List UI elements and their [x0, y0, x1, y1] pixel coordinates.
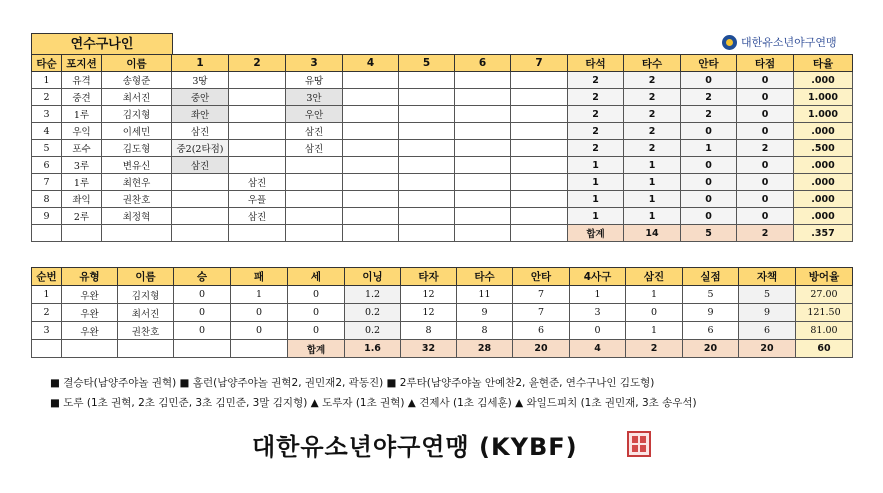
pitching-totals-cell: 28	[457, 340, 513, 358]
pitching-totals-cell: 20	[739, 340, 796, 358]
pitching-cell: 0	[231, 322, 288, 340]
batting-header-cell: 타율	[794, 55, 853, 72]
batting-cell: 2	[568, 89, 624, 106]
batting-cell	[229, 106, 286, 123]
batting-cell	[455, 225, 511, 242]
batting-cell	[286, 157, 343, 174]
batting-cell	[286, 174, 343, 191]
batting-cell: 삼진	[229, 174, 286, 191]
batting-cell: 김지형	[102, 106, 172, 123]
batting-cell: 중안	[172, 89, 229, 106]
batting-cell	[511, 140, 568, 157]
batting-cell	[511, 191, 568, 208]
batting-cell	[511, 123, 568, 140]
batting-cell: 포수	[62, 140, 102, 157]
batting-cell: 송형준	[102, 72, 172, 89]
batting-cell: 최서진	[102, 89, 172, 106]
pitching-totals-cell: 2	[626, 340, 683, 358]
batting-cell: 3땅	[172, 72, 229, 89]
pitching-cell	[32, 340, 62, 358]
batting-totals-label: 합계	[568, 225, 624, 242]
pitching-cell: 0	[174, 322, 231, 340]
batting-cell: 0	[737, 157, 794, 174]
pitching-header-cell: 이닝	[345, 268, 401, 286]
pitching-header-cell: 자책	[739, 268, 796, 286]
batting-cell: .500	[794, 140, 853, 157]
batting-cell: 1.000	[794, 89, 853, 106]
batting-cell: 9	[32, 208, 62, 225]
batting-cell: 0	[681, 123, 737, 140]
pitching-cell: 1	[570, 286, 626, 304]
pitching-cell: 9	[739, 304, 796, 322]
pitching-cell	[62, 340, 118, 358]
pitching-header-row	[32, 268, 853, 286]
batting-cell: 이세민	[102, 123, 172, 140]
batting-cell: 0	[737, 89, 794, 106]
batting-cell: 1	[624, 208, 681, 225]
batting-cell: 2	[681, 106, 737, 123]
batting-cell	[229, 157, 286, 174]
batting-cell	[455, 191, 511, 208]
batting-cell: .000	[794, 174, 853, 191]
batting-cell	[62, 225, 102, 242]
batting-cell: 2	[681, 89, 737, 106]
batting-row	[32, 208, 853, 225]
batting-cell: 4	[32, 123, 62, 140]
batting-cell	[343, 225, 399, 242]
batting-cell	[455, 89, 511, 106]
batting-header-cell: 3	[286, 55, 343, 72]
batting-cell: 1	[681, 140, 737, 157]
batting-row	[32, 140, 853, 157]
batting-cell: 2	[568, 72, 624, 89]
batting-cell: 0	[737, 72, 794, 89]
batting-cell: 삼진	[286, 140, 343, 157]
batting-cell: 2	[568, 140, 624, 157]
batting-cell	[399, 140, 455, 157]
pitching-header-cell: 타자	[401, 268, 457, 286]
batting-header-cell: 이름	[102, 55, 172, 72]
batting-cell	[229, 72, 286, 89]
batting-cell: 1루	[62, 174, 102, 191]
pitching-cell: 김지형	[118, 286, 174, 304]
pitching-cell: 0	[288, 304, 345, 322]
batting-header-cell: 타순	[32, 55, 62, 72]
pitching-cell: 0	[174, 286, 231, 304]
batting-cell: 우안	[286, 106, 343, 123]
pitching-cell: 121.50	[796, 304, 853, 322]
pitching-totals-cell: 20	[683, 340, 739, 358]
pitching-cell: 1	[32, 286, 62, 304]
batting-cell: 0	[737, 123, 794, 140]
pitching-totals-row	[32, 340, 853, 358]
org-name: 대한유소년야구연맹	[741, 36, 837, 49]
batting-cell: 0	[681, 208, 737, 225]
batting-cell: 삼진	[172, 123, 229, 140]
batting-cell	[286, 208, 343, 225]
batting-row	[32, 123, 853, 140]
pitching-cell: 0.2	[345, 304, 401, 322]
batting-header-cell: 2	[229, 55, 286, 72]
notes-line-1: ■ 결승타(남양주야놀 권혁) ■ 홈런(남양주야놀 권혁2, 권민재2, 곽동진) ■ 2루타(남양주야놀 안예찬2, 윤현준, 연수구나인 김도형)	[50, 377, 655, 389]
batting-cell: 1	[624, 174, 681, 191]
pitching-cell: 6	[739, 322, 796, 340]
batting-cell: .000	[794, 72, 853, 89]
batting-header-cell: 타수	[624, 55, 681, 72]
team-name: 연수구나인	[31, 33, 173, 54]
batting-cell	[399, 174, 455, 191]
batting-cell	[343, 174, 399, 191]
pitching-cell: 6	[683, 322, 739, 340]
batting-totals-cell: 5	[681, 225, 737, 242]
batting-cell: 1	[568, 208, 624, 225]
batting-cell: .000	[794, 208, 853, 225]
batting-cell: 8	[32, 191, 62, 208]
batting-cell	[455, 157, 511, 174]
footer-title: 대한유소년야구연맹 (KYBF)	[252, 433, 578, 461]
batting-cell	[172, 225, 229, 242]
batting-cell: 2	[624, 72, 681, 89]
pitching-cell: 최서진	[118, 304, 174, 322]
batting-cell: .000	[794, 123, 853, 140]
pitching-totals-cell: 60	[796, 340, 853, 358]
batting-cell	[343, 140, 399, 157]
batting-cell	[229, 89, 286, 106]
batting-header-cell: 1	[172, 55, 229, 72]
batting-cell	[511, 225, 568, 242]
pitching-cell: 12	[401, 286, 457, 304]
batting-cell: 좌안	[172, 106, 229, 123]
pitching-cell: 0.2	[345, 322, 401, 340]
batting-cell	[229, 225, 286, 242]
batting-cell: 1	[568, 174, 624, 191]
batting-cell: 2	[32, 89, 62, 106]
pitching-header-cell: 이름	[118, 268, 174, 286]
batting-cell	[511, 72, 568, 89]
batting-cell: 좌익	[62, 191, 102, 208]
batting-cell: 1	[568, 157, 624, 174]
org-logo	[722, 34, 837, 50]
batting-cell: 우익	[62, 123, 102, 140]
batting-cell: 1	[624, 191, 681, 208]
batting-cell	[399, 225, 455, 242]
pitching-cell: 81.00	[796, 322, 853, 340]
batting-header-cell: 5	[399, 55, 455, 72]
batting-cell	[455, 174, 511, 191]
batting-cell	[343, 72, 399, 89]
batting-cell: 1.000	[794, 106, 853, 123]
batting-header-cell: 포지션	[62, 55, 102, 72]
batting-cell: 2	[568, 106, 624, 123]
batting-cell	[343, 208, 399, 225]
batting-cell	[511, 174, 568, 191]
batting-cell: 0	[737, 106, 794, 123]
batting-cell: 0	[737, 191, 794, 208]
batting-cell: 2루	[62, 208, 102, 225]
pitching-cell	[118, 340, 174, 358]
batting-cell: 2	[737, 140, 794, 157]
batting-table	[31, 54, 853, 242]
notes-line-2: ■ 도루 (1초 권혁, 2초 김민준, 3초 김민준, 3말 김지형) ▲ 도루자 (1초 권혁) ▲ 견제사 (1초 김세훈) ▲ 와일드피치 (1초 권민재, 3초 송우석)	[50, 397, 697, 409]
batting-cell: 1루	[62, 106, 102, 123]
batting-cell	[511, 106, 568, 123]
batting-cell: 6	[32, 157, 62, 174]
batting-totals-cell: .357	[794, 225, 853, 242]
batting-cell: 3	[32, 106, 62, 123]
batting-cell: 삼진	[229, 208, 286, 225]
batting-cell	[455, 106, 511, 123]
batting-row	[32, 157, 853, 174]
batting-header-cell: 6	[455, 55, 511, 72]
pitching-cell: 우완	[62, 304, 118, 322]
pitching-cell: 0	[288, 322, 345, 340]
pitching-header-cell: 유형	[62, 268, 118, 286]
pitching-cell: 0	[626, 304, 683, 322]
pitching-cell: 5	[739, 286, 796, 304]
batting-cell: 1	[624, 157, 681, 174]
batting-cell	[172, 191, 229, 208]
pitching-cell: 0	[288, 286, 345, 304]
batting-cell: .000	[794, 191, 853, 208]
batting-cell	[511, 157, 568, 174]
pitching-header-cell: 삼진	[626, 268, 683, 286]
pitching-header-cell: 실점	[683, 268, 739, 286]
batting-cell	[399, 89, 455, 106]
batting-header-cell: 7	[511, 55, 568, 72]
pitching-header-cell: 승	[174, 268, 231, 286]
batting-cell	[229, 123, 286, 140]
batting-cell: 최현우	[102, 174, 172, 191]
pitching-header-cell: 타수	[457, 268, 513, 286]
pitching-header-cell: 안타	[513, 268, 570, 286]
batting-cell: .000	[794, 157, 853, 174]
pitching-cell: 7	[513, 304, 570, 322]
batting-cell: 5	[32, 140, 62, 157]
batting-cell: 우플	[229, 191, 286, 208]
pitching-cell: 우완	[62, 286, 118, 304]
batting-totals-cell: 2	[737, 225, 794, 242]
batting-cell: 김도형	[102, 140, 172, 157]
batting-header-cell: 4	[343, 55, 399, 72]
pitching-cell: 12	[401, 304, 457, 322]
pitching-header-cell: 세	[288, 268, 345, 286]
pitching-cell: 우완	[62, 322, 118, 340]
batting-cell	[399, 157, 455, 174]
batting-cell	[32, 225, 62, 242]
pitching-row	[32, 322, 853, 340]
batting-cell	[343, 191, 399, 208]
batting-cell: 0	[681, 72, 737, 89]
pitching-totals-label: 합계	[288, 340, 345, 358]
pitching-cell: 11	[457, 286, 513, 304]
batting-cell	[229, 140, 286, 157]
kybf-logo-icon	[722, 35, 737, 50]
batting-cell	[343, 106, 399, 123]
pitching-cell: 2	[32, 304, 62, 322]
batting-cell	[286, 191, 343, 208]
batting-cell: 최정혁	[102, 208, 172, 225]
batting-header-cell: 타점	[737, 55, 794, 72]
batting-cell: 삼진	[172, 157, 229, 174]
batting-totals-row	[32, 225, 853, 242]
pitching-cell: 9	[457, 304, 513, 322]
batting-cell	[343, 123, 399, 140]
batting-cell: 유격	[62, 72, 102, 89]
batting-cell: 유땅	[286, 72, 343, 89]
pitching-row	[32, 304, 853, 322]
pitching-row	[32, 286, 853, 304]
pitching-totals-cell: 1.6	[345, 340, 401, 358]
pitching-cell: 0	[174, 304, 231, 322]
batting-cell	[455, 208, 511, 225]
batting-cell: 0	[681, 191, 737, 208]
batting-cell	[399, 106, 455, 123]
pitching-cell: 8	[457, 322, 513, 340]
pitching-cell	[174, 340, 231, 358]
pitching-totals-cell: 32	[401, 340, 457, 358]
batting-row	[32, 72, 853, 89]
batting-header-cell: 안타	[681, 55, 737, 72]
batting-cell: 1	[568, 191, 624, 208]
pitching-cell: 1	[626, 286, 683, 304]
pitching-cell: 3	[570, 304, 626, 322]
batting-cell	[455, 123, 511, 140]
batting-cell	[455, 72, 511, 89]
pitching-cell: 6	[513, 322, 570, 340]
pitching-cell: 0	[231, 304, 288, 322]
batting-cell: 7	[32, 174, 62, 191]
seal-icon	[627, 431, 651, 457]
batting-row	[32, 89, 853, 106]
batting-cell: 3안	[286, 89, 343, 106]
batting-cell	[399, 191, 455, 208]
batting-cell: 0	[737, 208, 794, 225]
batting-cell: 2	[624, 89, 681, 106]
pitching-cell: 27.00	[796, 286, 853, 304]
batting-cell: 1	[32, 72, 62, 89]
batting-cell	[455, 140, 511, 157]
pitching-cell	[231, 340, 288, 358]
batting-cell	[343, 89, 399, 106]
batting-cell	[286, 225, 343, 242]
pitching-cell: 9	[683, 304, 739, 322]
batting-cell: 2	[624, 106, 681, 123]
pitching-cell: 권찬호	[118, 322, 174, 340]
pitching-cell: 5	[683, 286, 739, 304]
batting-cell: 중견	[62, 89, 102, 106]
pitching-header-cell: 순번	[32, 268, 62, 286]
batting-row	[32, 174, 853, 191]
batting-cell: 0	[681, 174, 737, 191]
pitching-cell: 1.2	[345, 286, 401, 304]
batting-cell	[172, 208, 229, 225]
batting-cell: 3루	[62, 157, 102, 174]
pitching-totals-cell: 4	[570, 340, 626, 358]
batting-cell	[343, 157, 399, 174]
pitching-header-cell: 방어율	[796, 268, 853, 286]
batting-cell	[399, 123, 455, 140]
game-notes	[50, 373, 697, 413]
pitching-cell: 1	[626, 322, 683, 340]
batting-cell: 삼진	[286, 123, 343, 140]
pitching-header-cell: 4사구	[570, 268, 626, 286]
batting-cell: 2	[624, 123, 681, 140]
batting-cell: 0	[737, 174, 794, 191]
batting-cell: 2	[568, 123, 624, 140]
batting-cell: 0	[681, 157, 737, 174]
batting-cell: 권찬호	[102, 191, 172, 208]
batting-totals-cell: 14	[624, 225, 681, 242]
pitching-totals-cell: 20	[513, 340, 570, 358]
batting-cell	[399, 72, 455, 89]
batting-cell	[102, 225, 172, 242]
batting-header-cell: 타석	[568, 55, 624, 72]
pitching-cell: 7	[513, 286, 570, 304]
batting-cell: 중2(2타점)	[172, 140, 229, 157]
pitching-cell: 8	[401, 322, 457, 340]
batting-cell	[172, 174, 229, 191]
batting-header-row	[32, 55, 853, 72]
batting-cell	[511, 89, 568, 106]
pitching-cell: 3	[32, 322, 62, 340]
batting-row	[32, 191, 853, 208]
batting-row	[32, 106, 853, 123]
batting-cell: 변유신	[102, 157, 172, 174]
batting-cell	[399, 208, 455, 225]
batting-cell	[511, 208, 568, 225]
batting-cell: 2	[624, 140, 681, 157]
pitching-table	[31, 267, 853, 358]
pitching-header-cell: 패	[231, 268, 288, 286]
pitching-cell: 0	[570, 322, 626, 340]
pitching-cell: 1	[231, 286, 288, 304]
